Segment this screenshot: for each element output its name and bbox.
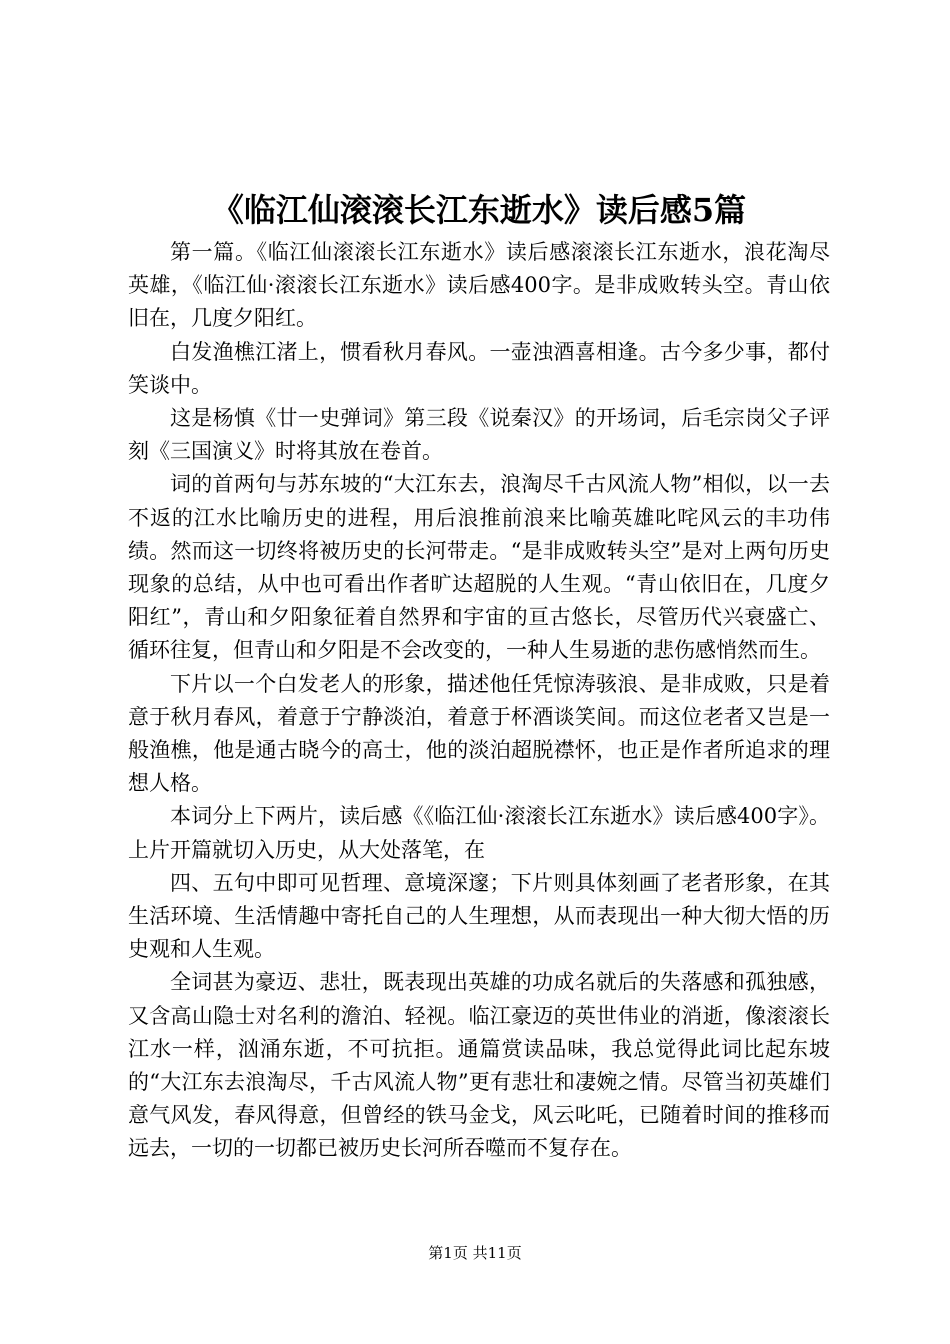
document-body [128, 236, 830, 1166]
page-indicator: 第1页 共11页 [428, 1244, 522, 1262]
paragraph: 四、五句中即可见哲理、意境深邃；下片则具体刻画了老者形象，在其生活环境、生活情趣中寄托自己的人生理想，从而表现出一种大彻大悟的历史观和人生观。 [128, 870, 830, 962]
paragraph: 第一篇。《临江仙滚滚长江东逝水》读后感滚滚长江东逝水，浪花淘尽英雄，《临江仙·滚滚长江东逝水》读后感400字。是非成败转头空。青山依旧在，几度夕阳红。 [128, 240, 830, 331]
paragraph: 下片以一个白发老人的形象，描述他任凭惊涛骇浪、是非成败，只是着意于秋月春风，着意于宁静淡泊，着意于杯酒谈笑间。而这位老者又岂是一般渔樵，他是通古晓今的高士，他的淡泊超脱襟怀，也正是作者所追求的理想人格。 [128, 671, 830, 796]
paragraph: 全词甚为豪迈、悲壮，既表现出英雄的功成名就后的失落感和孤独感，又含高山隐士对名利的澹泊、轻视。临江豪迈的英世伟业的消逝，像滚滚长江水一样，汹涌东逝，不可抗拒。通篇赏读品味，我总觉得此词比起东坡的“大江东去浪淘尽，千古风流人物”更有悲壮和凄婉之情。尽管当初英雄们意气风发，春风得意，但曾经的铁马金戈，风云叱吒，已随着时间的推移而远去，一切的一切都已被历史长河所吞噬而不复存在。 [128, 970, 830, 1161]
document-title: 《临江仙滚滚长江东逝水》读后感5篇 [211, 191, 747, 229]
paragraph: 本词分上下两片，读后感《《临江仙·滚滚长江东逝水》读后感400字》。上片开篇就切入历史，从大处落笔，在 [128, 804, 830, 862]
page-footer [0, 1243, 950, 1263]
paragraph: 词的首两句与苏东坡的“大江东去，浪淘尽千古风流人物”相似，以一去不返的江水比喻历史的进程，用后浪推前浪来比喻英雄叱咤风云的丰功伟绩。然而这一切终将被历史的长河带走。“是非成败转头空”是对上两句历史现象的总结，从中也可看出作者旷达超脱的人生观。“青山依旧在，几度夕阳红”，青山和夕阳象征着自然界和宇宙的亘古悠长，尽管历代兴衰盛亡、循环往复，但青山和夕阳是不会改变的，一种人生易逝的悲伤感悄然而生。 [128, 472, 830, 663]
paragraph: 白发渔樵江渚上，惯看秋月春风。一壶浊酒喜相逢。古今多少事，都付笑谈中。 [128, 339, 830, 397]
paragraph: 这是杨慎《廿一史弹词》第三段《说秦汉》的开场词，后毛宗岗父子评刻《三国演义》时将其放在卷首。 [128, 406, 830, 464]
